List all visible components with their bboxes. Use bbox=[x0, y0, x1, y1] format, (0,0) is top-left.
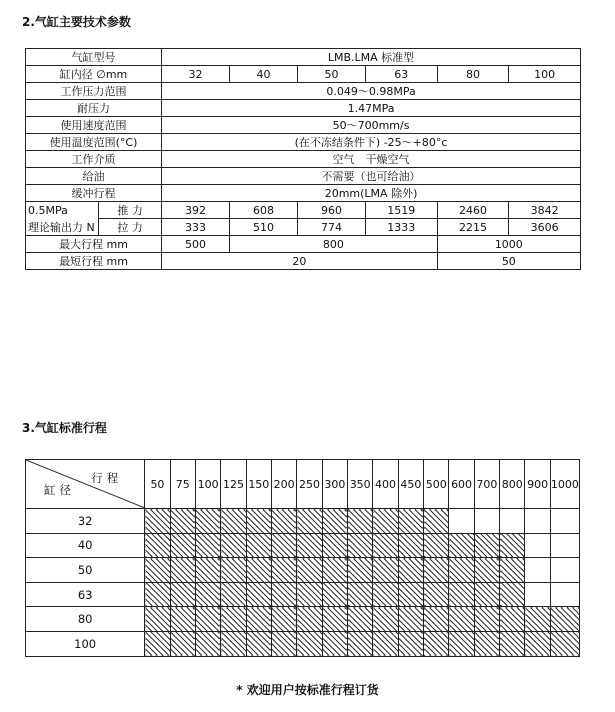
standard-stroke-cell bbox=[246, 509, 271, 534]
spec-row-pressure bbox=[26, 83, 581, 100]
standard-stroke-cell bbox=[170, 631, 195, 656]
pull-value: 510 bbox=[230, 219, 298, 236]
cushion-label: 缓冲行程 bbox=[26, 185, 162, 202]
empty-stroke-cell bbox=[525, 509, 550, 534]
empty-stroke-cell bbox=[449, 509, 474, 534]
standard-stroke-cell bbox=[170, 582, 195, 607]
lubrication-label: 给油 bbox=[26, 168, 162, 185]
bore-label: 50 bbox=[26, 558, 145, 583]
empty-stroke-cell bbox=[525, 558, 550, 583]
cushion-value: 20mm(LMA 除外) bbox=[162, 185, 581, 202]
standard-stroke-cell bbox=[348, 533, 373, 558]
bore-label: 100 bbox=[26, 631, 145, 656]
pull-value: 3606 bbox=[509, 219, 581, 236]
standard-stroke-cell bbox=[195, 533, 220, 558]
standard-stroke-cell bbox=[398, 631, 423, 656]
standard-stroke-cell bbox=[449, 607, 474, 632]
standard-stroke-cell bbox=[322, 607, 347, 632]
standard-stroke-cell bbox=[271, 533, 296, 558]
standard-stroke-cell bbox=[145, 607, 170, 632]
bore-label: 32 bbox=[26, 509, 145, 534]
push-value: 3842 bbox=[509, 202, 581, 219]
standard-stroke-cell bbox=[550, 631, 579, 656]
standard-stroke-cell bbox=[500, 533, 525, 558]
standard-stroke-cell bbox=[170, 558, 195, 583]
bore-label: 缸内径 ∅mm bbox=[26, 66, 162, 83]
speed-range-label: 使用速度范围 bbox=[26, 117, 162, 134]
standard-stroke-cell bbox=[500, 582, 525, 607]
pull-value: 333 bbox=[162, 219, 230, 236]
spec-row-speed bbox=[26, 117, 581, 134]
standard-stroke-cell bbox=[373, 558, 398, 583]
standard-stroke-cell bbox=[348, 631, 373, 656]
standard-stroke-cell bbox=[474, 607, 499, 632]
stroke-header-cell: 500 bbox=[424, 460, 449, 509]
standard-stroke-cell bbox=[195, 582, 220, 607]
standard-stroke-cell bbox=[246, 582, 271, 607]
standard-stroke-cell bbox=[449, 631, 474, 656]
standard-stroke-cell bbox=[474, 582, 499, 607]
min-stroke-value: 50 bbox=[437, 253, 580, 270]
stroke-header-cell: 100 bbox=[195, 460, 220, 509]
standard-stroke-cell bbox=[221, 631, 246, 656]
standard-stroke-cell bbox=[550, 607, 579, 632]
standard-stroke-cell bbox=[246, 607, 271, 632]
stroke-header-cell: 150 bbox=[246, 460, 271, 509]
model-value: LMB.LMA 标准型 bbox=[162, 49, 581, 66]
standard-stroke-cell bbox=[246, 631, 271, 656]
proof-pressure-value: 1.47MPa bbox=[162, 100, 581, 117]
bore-label: 63 bbox=[26, 582, 145, 607]
corner-bore-label: 缸径 bbox=[44, 483, 75, 497]
push-value: 392 bbox=[162, 202, 230, 219]
spec-row-push bbox=[26, 202, 581, 219]
spec-row-cushion bbox=[26, 185, 581, 202]
empty-stroke-cell bbox=[525, 582, 550, 607]
bore-row bbox=[26, 533, 580, 558]
standard-stroke-cell bbox=[297, 558, 322, 583]
push-value: 1519 bbox=[365, 202, 437, 219]
standard-stroke-cell bbox=[221, 533, 246, 558]
standard-stroke-cell bbox=[322, 631, 347, 656]
bore-value: 63 bbox=[365, 66, 437, 83]
stroke-header-cell: 50 bbox=[145, 460, 170, 509]
pressure-range-label: 工作压力范围 bbox=[26, 83, 162, 100]
corner-cell bbox=[26, 460, 145, 509]
standard-stroke-cell bbox=[424, 582, 449, 607]
stroke-header-cell: 250 bbox=[297, 460, 322, 509]
standard-stroke-cell bbox=[221, 558, 246, 583]
standard-stroke-cell bbox=[221, 509, 246, 534]
standard-stroke-cell bbox=[297, 631, 322, 656]
bore-row bbox=[26, 509, 580, 534]
stroke-header-cell: 900 bbox=[525, 460, 550, 509]
standard-stroke-cell bbox=[474, 558, 499, 583]
empty-stroke-cell bbox=[525, 533, 550, 558]
standard-stroke-cell bbox=[398, 607, 423, 632]
empty-stroke-cell bbox=[550, 533, 579, 558]
min-stroke-label: 最短行程 mm bbox=[26, 253, 162, 270]
spec-row-medium bbox=[26, 151, 581, 168]
standard-stroke-cell bbox=[474, 533, 499, 558]
pull-value: 774 bbox=[298, 219, 366, 236]
standard-stroke-cell bbox=[424, 509, 449, 534]
standard-stroke-cell bbox=[348, 558, 373, 583]
standard-stroke-cell bbox=[145, 558, 170, 583]
speed-range-value: 50～700mm/s bbox=[162, 117, 581, 134]
standard-stroke-cell bbox=[271, 607, 296, 632]
bore-value: 80 bbox=[437, 66, 509, 83]
standard-stroke-cell bbox=[474, 631, 499, 656]
stroke-header-cell: 450 bbox=[398, 460, 423, 509]
force-output-label: 理论输出力 N bbox=[26, 219, 99, 236]
spec-row-max-stroke bbox=[26, 236, 581, 253]
bore-value: 50 bbox=[298, 66, 366, 83]
standard-stroke-cell bbox=[170, 509, 195, 534]
empty-stroke-cell bbox=[474, 509, 499, 534]
standard-stroke-cell bbox=[297, 607, 322, 632]
standard-stroke-cell bbox=[424, 607, 449, 632]
standard-stroke-cell bbox=[195, 509, 220, 534]
temp-range-value: (在不冻结条件下) -25～+80°c bbox=[162, 134, 581, 151]
empty-stroke-cell bbox=[550, 509, 579, 534]
bore-value: 32 bbox=[162, 66, 230, 83]
spec-row-lubrication bbox=[26, 168, 581, 185]
stroke-table bbox=[25, 459, 580, 657]
corner-stroke-label: 行程 bbox=[91, 471, 123, 485]
medium-value: 空气 干燥空气 bbox=[162, 151, 581, 168]
medium-label: 工作介质 bbox=[26, 151, 162, 168]
pull-label: 拉 力 bbox=[99, 219, 162, 236]
standard-stroke-cell bbox=[297, 509, 322, 534]
standard-stroke-cell bbox=[373, 631, 398, 656]
force-pressure-label: 0.5MPa bbox=[26, 202, 99, 219]
standard-stroke-cell bbox=[271, 582, 296, 607]
proof-pressure-label: 耐压力 bbox=[26, 100, 162, 117]
standard-stroke-cell bbox=[424, 558, 449, 583]
pressure-range-value: 0.049～0.98MPa bbox=[162, 83, 581, 100]
standard-stroke-cell bbox=[525, 607, 550, 632]
standard-stroke-cell bbox=[348, 582, 373, 607]
stroke-header-cell: 75 bbox=[170, 460, 195, 509]
standard-stroke-cell bbox=[398, 509, 423, 534]
spec-row-temp bbox=[26, 134, 581, 151]
standard-stroke-cell bbox=[170, 533, 195, 558]
standard-stroke-cell bbox=[195, 558, 220, 583]
standard-stroke-cell bbox=[297, 533, 322, 558]
standard-stroke-cell bbox=[145, 582, 170, 607]
standard-stroke-cell bbox=[398, 582, 423, 607]
stroke-header-row bbox=[26, 460, 580, 509]
standard-stroke-cell bbox=[246, 558, 271, 583]
stroke-header-cell: 300 bbox=[322, 460, 347, 509]
empty-stroke-cell bbox=[500, 509, 525, 534]
standard-stroke-cell bbox=[170, 607, 195, 632]
max-stroke-label: 最大行程 mm bbox=[26, 236, 162, 253]
max-stroke-value: 800 bbox=[230, 236, 438, 253]
spec-row-min-stroke bbox=[26, 253, 581, 270]
standard-stroke-cell bbox=[398, 533, 423, 558]
spec-row-bore bbox=[26, 66, 581, 83]
model-label: 气缸型号 bbox=[26, 49, 162, 66]
standard-stroke-cell bbox=[322, 582, 347, 607]
bore-row bbox=[26, 582, 580, 607]
standard-stroke-cell bbox=[424, 533, 449, 558]
standard-stroke-cell bbox=[145, 509, 170, 534]
stroke-header-cell: 600 bbox=[449, 460, 474, 509]
bore-value: 40 bbox=[230, 66, 298, 83]
standard-stroke-cell bbox=[195, 607, 220, 632]
standard-stroke-cell bbox=[221, 607, 246, 632]
footnote: * 欢迎用户按标准行程订货 bbox=[236, 683, 379, 697]
standard-stroke-cell bbox=[145, 631, 170, 656]
standard-stroke-cell bbox=[297, 582, 322, 607]
standard-stroke-cell bbox=[373, 533, 398, 558]
standard-stroke-cell bbox=[322, 558, 347, 583]
standard-stroke-cell bbox=[195, 631, 220, 656]
standard-stroke-cell bbox=[500, 558, 525, 583]
standard-stroke-cell bbox=[449, 558, 474, 583]
bore-row bbox=[26, 607, 580, 632]
pull-value: 1333 bbox=[365, 219, 437, 236]
standard-stroke-cell bbox=[525, 631, 550, 656]
standard-stroke-cell bbox=[373, 509, 398, 534]
standard-stroke-cell bbox=[348, 509, 373, 534]
push-value: 2460 bbox=[437, 202, 509, 219]
standard-stroke-cell bbox=[322, 533, 347, 558]
stroke-header-cell: 800 bbox=[500, 460, 525, 509]
spec-row-proof bbox=[26, 100, 581, 117]
standard-stroke-cell bbox=[373, 607, 398, 632]
bore-row bbox=[26, 558, 580, 583]
standard-stroke-cell bbox=[398, 558, 423, 583]
section-2-title: 2.气缸主要技术参数 bbox=[22, 15, 131, 29]
standard-stroke-cell bbox=[221, 582, 246, 607]
standard-stroke-cell bbox=[271, 631, 296, 656]
bore-label: 40 bbox=[26, 533, 145, 558]
standard-stroke-cell bbox=[322, 509, 347, 534]
standard-stroke-cell bbox=[449, 533, 474, 558]
stroke-header-cell: 700 bbox=[474, 460, 499, 509]
standard-stroke-cell bbox=[271, 509, 296, 534]
section-3-title: 3.气缸标准行程 bbox=[22, 421, 107, 435]
stroke-header-cell: 200 bbox=[271, 460, 296, 509]
stroke-header-cell: 350 bbox=[348, 460, 373, 509]
bore-label: 80 bbox=[26, 607, 145, 632]
pull-value: 2215 bbox=[437, 219, 509, 236]
max-stroke-value: 1000 bbox=[437, 236, 580, 253]
min-stroke-value: 20 bbox=[162, 253, 438, 270]
standard-stroke-cell bbox=[348, 607, 373, 632]
stroke-header-cell: 1000 bbox=[550, 460, 579, 509]
bore-row bbox=[26, 631, 580, 656]
standard-stroke-cell bbox=[271, 558, 296, 583]
standard-stroke-cell bbox=[500, 631, 525, 656]
lubrication-value: 不需要（也可给油） bbox=[162, 168, 581, 185]
push-value: 608 bbox=[230, 202, 298, 219]
spec-row-pull bbox=[26, 219, 581, 236]
standard-stroke-cell bbox=[246, 533, 271, 558]
spec-row-model bbox=[26, 49, 581, 66]
max-stroke-value: 500 bbox=[162, 236, 230, 253]
temp-range-label: 使用温度范围(°C) bbox=[26, 134, 162, 151]
stroke-header-cell: 125 bbox=[221, 460, 246, 509]
standard-stroke-cell bbox=[145, 533, 170, 558]
standard-stroke-cell bbox=[449, 582, 474, 607]
empty-stroke-cell bbox=[550, 558, 579, 583]
stroke-header-cell: 400 bbox=[373, 460, 398, 509]
standard-stroke-cell bbox=[373, 582, 398, 607]
push-label: 推 力 bbox=[99, 202, 162, 219]
spec-table bbox=[25, 48, 581, 270]
standard-stroke-cell bbox=[500, 607, 525, 632]
empty-stroke-cell bbox=[550, 582, 579, 607]
push-value: 960 bbox=[298, 202, 366, 219]
bore-value: 100 bbox=[509, 66, 581, 83]
standard-stroke-cell bbox=[424, 631, 449, 656]
